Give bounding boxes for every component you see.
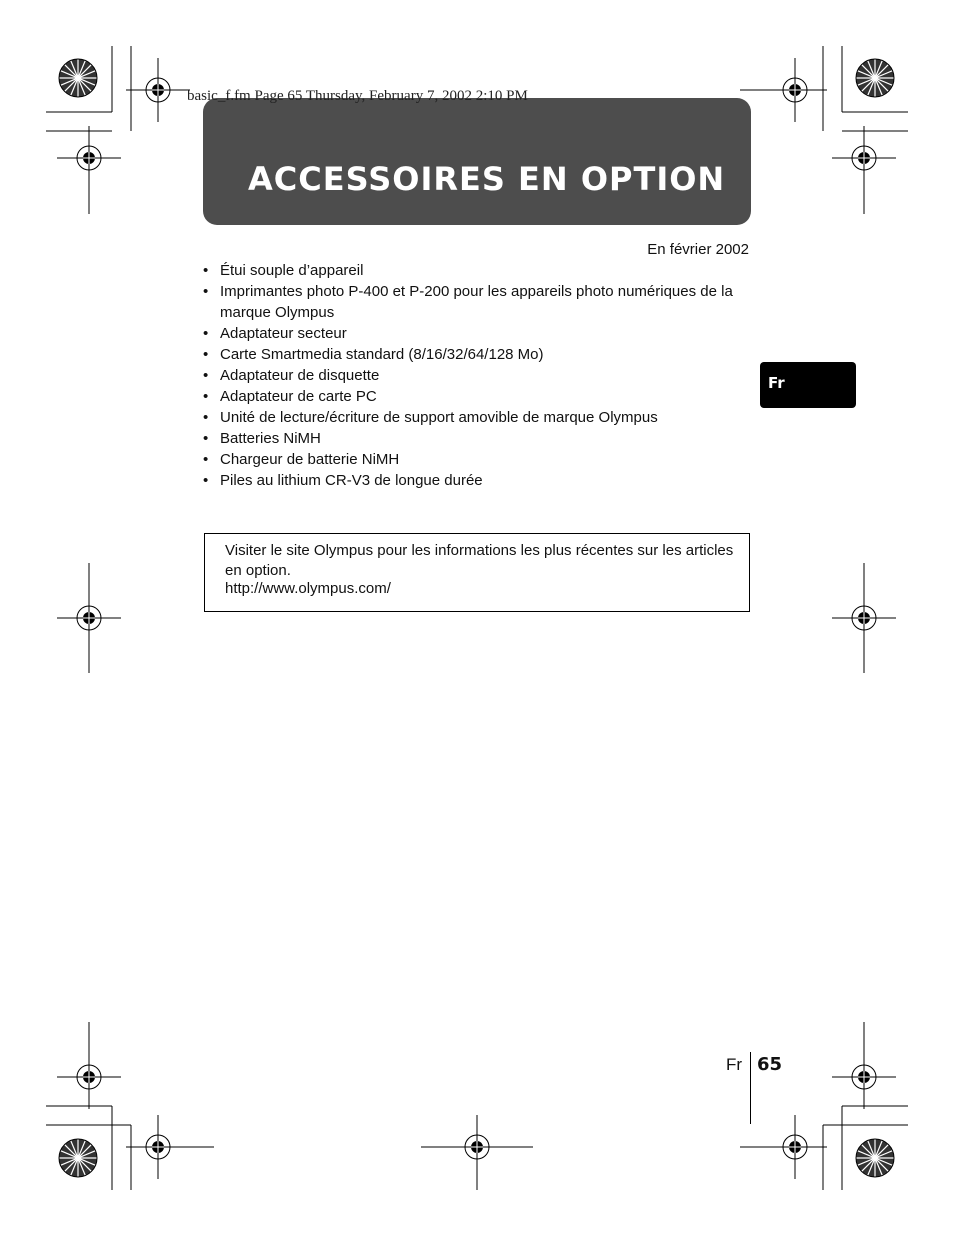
page-number: 65 — [757, 1054, 783, 1075]
info-text: Visiter le site Olympus pour les informations les plus récentes sur les articles en option. — [225, 542, 734, 579]
list-item: • Adaptateur de carte PC — [203, 386, 751, 407]
page-title: ACCESSOIRES EN OPTION — [248, 160, 726, 198]
list-item: • Étui souple d’appareil — [203, 260, 751, 281]
date-note: En février 2002 — [647, 241, 749, 258]
list-item: • Adaptateur de disquette — [203, 365, 751, 386]
list-item: • Unité de lecture/écriture de support amovible de marque Olympus — [203, 407, 751, 428]
list-item: • Batteries NiMH — [203, 428, 751, 449]
list-item: • Chargeur de batterie NiMH — [203, 449, 751, 470]
file-info-header: basic_f.fm Page 65 Thursday, February 7, 2002 2:10 PM — [187, 88, 528, 104]
info-url-link[interactable]: http://www.olympus.com/ — [225, 580, 391, 597]
list-item: • Carte Smartmedia standard (8/16/32/64/128 Mo) — [203, 344, 751, 365]
footer-language: Fr — [726, 1055, 743, 1074]
language-tab-label: Fr — [768, 374, 785, 392]
list-item: • Adaptateur secteur — [203, 323, 751, 344]
list-item: • Piles au lithium CR-V3 de longue durée — [203, 470, 751, 491]
list-item: • Imprimantes photo P-400 et P-200 pour les appareils photo numériques de la marque Olympus — [203, 281, 751, 323]
